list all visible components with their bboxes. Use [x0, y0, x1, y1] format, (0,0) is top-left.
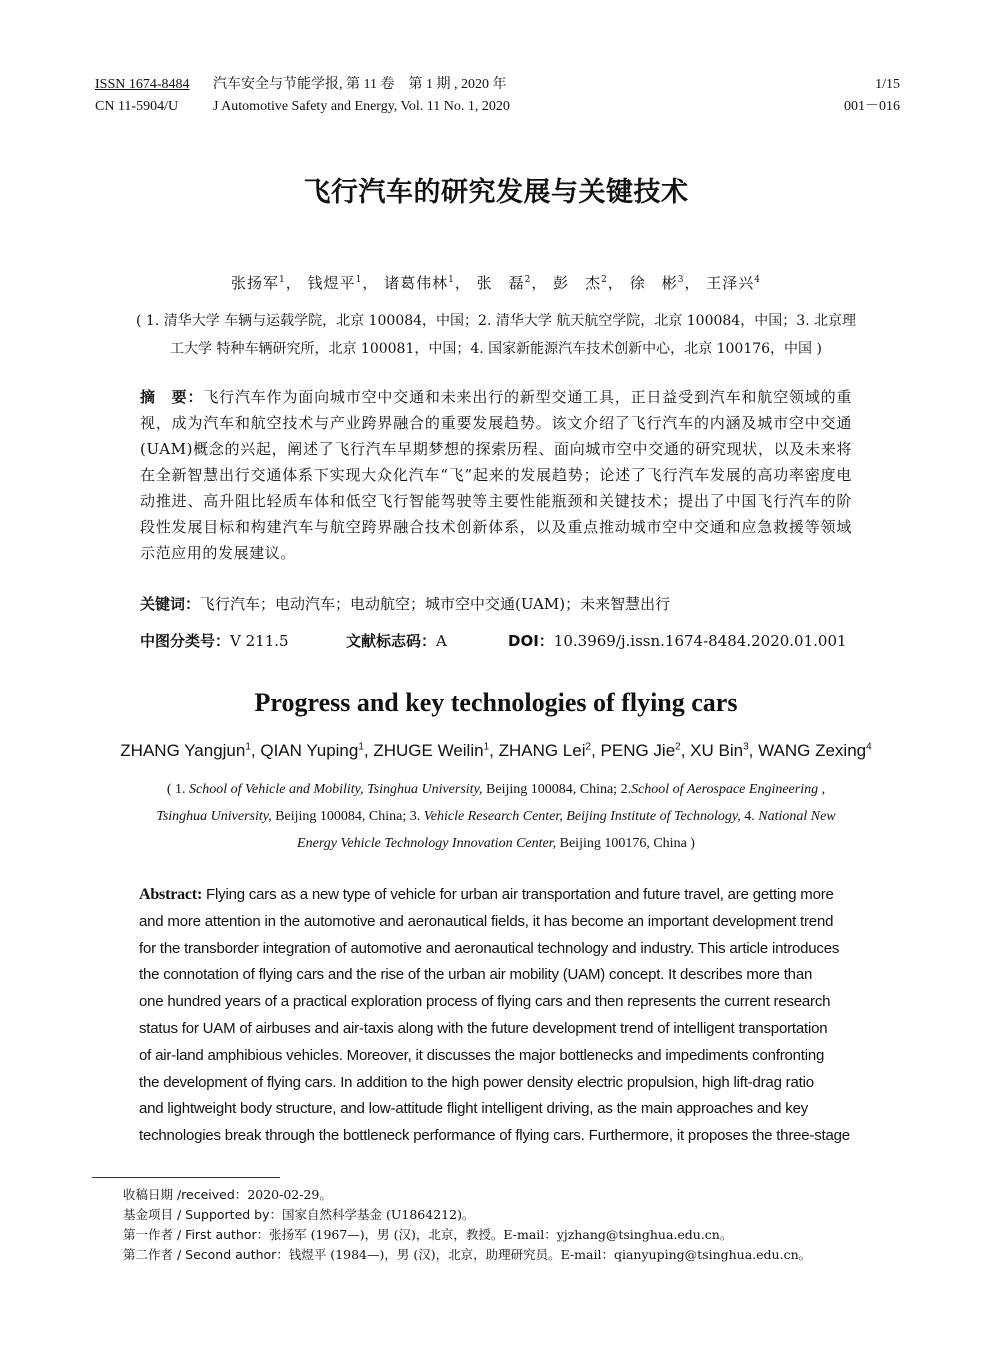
affil-sup: 1	[279, 275, 286, 285]
paper-title-en: Progress and key technologies of flying cars	[254, 688, 738, 717]
doc-code	[346, 628, 447, 654]
author-zh: 彭 杰	[553, 274, 602, 292]
keywords-text: 飞行汽车；电动汽车；电动航空；城市空中交通(UAM)；未来智慧出行	[200, 595, 671, 613]
affiliations-en	[0, 776, 992, 857]
doc-value: A	[436, 632, 447, 650]
footnote-second-author	[123, 1245, 811, 1265]
doi-value: 10.3969/j.issn.1674-8484.2020.01.001	[553, 632, 847, 650]
doi-label: DOI：	[508, 632, 554, 650]
affil-sup: 3	[677, 275, 685, 285]
abstract-en-line: one hundred years of a practical exploration process of flying cars and then represents the current research	[139, 993, 831, 1011]
affil-sup: 4	[866, 741, 872, 753]
author-zh: 诸葛伟林	[384, 274, 449, 292]
abstract-zh-label: 摘 要：	[140, 388, 204, 406]
author-list-zh: 张扬军$^1$， 钱煜平$^1$， 诸葛伟林$^1$， 张 磊$^2$， 彭 杰$^2$， 徐 彬$^3$， 王泽兴$^4$	[231, 274, 761, 292]
affil-sup: 2	[675, 741, 681, 753]
affil-sup: 1	[483, 741, 490, 753]
affil-4: National New	[758, 809, 836, 824]
footnote-first-author	[123, 1225, 811, 1245]
author-zh: 张扬军	[231, 274, 280, 292]
keywords-zh	[140, 591, 852, 617]
affil-sup: 2	[601, 275, 608, 285]
abstract-en-line: and lightweight body structure, and low-attitude flight intelligent driving, as the main approaches and key	[139, 1100, 809, 1118]
author-en: ZHANG Yangjun	[120, 741, 246, 760]
footnote-received	[123, 1185, 811, 1205]
abstract-en-line: the development of flying cars. In addition to the high power density electric propulsion, high lift-drag ratio	[139, 1073, 814, 1091]
author-zh: 张 磊	[476, 274, 525, 292]
affil-4-loc: Beijing 100176, China )	[556, 836, 695, 851]
footnote-text: 2020-02-29。	[247, 1187, 332, 1202]
author-zh: 徐 彬	[629, 274, 678, 292]
author-en: XU Bin	[690, 741, 744, 760]
affiliations-zh	[0, 307, 992, 363]
abstract-en-label: Abstract:	[139, 886, 203, 903]
page-of: 1/15	[875, 77, 900, 92]
abstract-zh	[140, 384, 852, 566]
affil-4-pre: 4.	[740, 809, 759, 824]
affil-sup: 1	[448, 275, 455, 285]
page-info	[844, 74, 900, 118]
affiliation-line: ( 1. 清华大学 车辆与运载学院，北京 100084，中国；2. 清华大学 航天航空学院，北京 100084，中国；3. 北京理	[135, 313, 857, 329]
footnote-label: 基金项目 / Supported by：	[123, 1207, 283, 1222]
abstract-en-line: technologies break through the bottleneck performance of flying cars. Furthermore, it proposes the three-stage	[139, 1127, 850, 1145]
affil-3: Vehicle Research Center, Beijing Institute of Technology,	[423, 809, 741, 824]
doc-label: 文献标志码：	[346, 632, 437, 650]
affil-1: School of Vehicle and Mobility, Tsinghua University,	[189, 782, 483, 797]
author-zh: 钱煜平	[307, 274, 356, 292]
cn-number: CN 11-5904/U	[95, 99, 179, 114]
affil-1-loc: Beijing 100084, China; 2.	[482, 782, 632, 797]
abstract-en-line	[139, 882, 851, 909]
author-list-en: ZHANG Yangjun$^1$, QIAN Yuping$^1$, ZHUGE Weilin$^1$, ZHANG Lei$^2$, PENG Jie$^2$, XU Bin$^3$, WANG Zexing$^4$	[120, 741, 872, 760]
affiliation-line	[0, 830, 992, 857]
affil-2b: Tsinghua University,	[156, 809, 272, 824]
affil-open: ( 1.	[166, 782, 190, 797]
clc-label: 中图分类号：	[140, 632, 231, 650]
affil-sup: 2	[585, 741, 592, 753]
page-range: 001－016	[844, 99, 900, 114]
journal-name-zh: 汽车安全与节能学报, 第 11 卷 第 1 期 , 2020 年	[213, 77, 507, 92]
affil-2-loc: Beijing 100084, China; 3.	[271, 809, 424, 824]
footnote-text: 国家自然科学基金 (U1864212)。	[282, 1207, 475, 1222]
abstract-en-line: the connotation of flying cars and the rise of the urban air mobility (UAM) concept. It describes more than	[139, 966, 813, 984]
doi	[508, 628, 847, 654]
footnote-label: 收稿日期 /received：	[123, 1187, 248, 1202]
abstract-en-line: of air-land amphibious vehicles. Moreover, it discusses the major bottlenecks and impediments confronting	[139, 1046, 825, 1064]
clc-value: V 211.5	[230, 632, 289, 650]
affil-sup: 1	[358, 741, 364, 753]
keywords-label: 关键词：	[140, 595, 201, 613]
affil-sup: 2	[524, 275, 532, 285]
author-en: ZHUGE Weilin	[373, 741, 484, 760]
footnotes	[123, 1185, 811, 1265]
footnote-funding	[123, 1205, 811, 1225]
abstract-en-line: and more attention in the automotive and aeronautical fields, it has become an important development trend	[139, 912, 834, 930]
footnote-label: 第二作者 / Second author：	[123, 1247, 289, 1262]
affiliation-line	[0, 776, 992, 803]
affiliation-line	[0, 803, 992, 830]
abstract-zh-text: 飞行汽车作为面向城市空中交通和未来出行的新型交通工具，正日益受到汽车和航空领域的重视，成为汽车和航空技术与产业跨界融合的重要发展趋势。该文介绍了飞行汽车的内涵及城市空中交通(UAM)概念的兴起，阐述了飞行汽车早期梦想的探索历程、面向城市空中交通的研究现状，以及未来将在全新智慧出行交通体系下实现大众化汽车“飞”起来的发展趋势；论述了飞行汽车发展的高功率密度电动推进、高升阻比轻质车体和低空飞行智能驾驶等主要性能瓶颈和关键技术；提出了中国飞行汽车的阶段性发展目标和构建汽车与航空跨界融合技术创新体系，以及重点推动城市空中交通和应急救援等领域示范应用的发展建议。	[140, 388, 852, 562]
affil-4b: Energy Vehicle Technology Innovation Center,	[297, 836, 557, 851]
author-en: QIAN Yuping	[260, 741, 359, 760]
author-en: ZHANG Lei	[498, 741, 586, 760]
abstract-en	[139, 882, 851, 1150]
affil-sup: 4	[754, 275, 761, 285]
abstract-en-line: status for UAM of airbuses and air-taxis along with the future development trend of intelligent transportation	[139, 1019, 828, 1037]
author-zh: 王泽兴	[706, 274, 755, 292]
abstract-en-line: for the transborder integration of automotive and aeronautical technology and industry. This article introduces	[139, 939, 840, 957]
paper-title-zh: 飞行汽车的研究发展与关键技术	[303, 177, 689, 208]
footnote-text: 钱煜平 (1984—)，男 (汉)，北京，助理研究员。E-mail：qianyuping@tsinghua.edu.cn。	[288, 1247, 812, 1262]
affil-sup: 1	[245, 741, 251, 753]
affil-sup: 1	[355, 275, 363, 285]
journal-name-en: J Automotive Safety and Energy, Vol. 11 No. 1, 2020	[213, 99, 510, 114]
affiliation-line: 工大学 特种车辆研究所，北京 100081，中国；4. 国家新能源汽车技术创新中心，北京 100176，中国 )	[170, 341, 822, 357]
affil-sup: 3	[743, 741, 749, 753]
clc-code	[140, 628, 289, 654]
journal-header	[95, 74, 510, 118]
footnote-text: 张扬军 (1967—)，男 (汉)，北京，教授。E-mail：yjzhang@tsinghua.edu.cn。	[269, 1227, 733, 1242]
author-en: WANG Zexing	[758, 741, 867, 760]
footnote-divider	[92, 1177, 280, 1178]
footnote-label: 第一作者 / First author：	[123, 1227, 270, 1242]
abstract-en-text: Flying cars as a new type of vehicle for urban air transportation and future travel, are getting more	[202, 886, 834, 903]
affil-2: School of Aerospace Engineering ,	[631, 782, 826, 797]
author-en: PENG Jie	[600, 741, 676, 760]
issn: ISSN 1674-8484	[95, 77, 190, 92]
